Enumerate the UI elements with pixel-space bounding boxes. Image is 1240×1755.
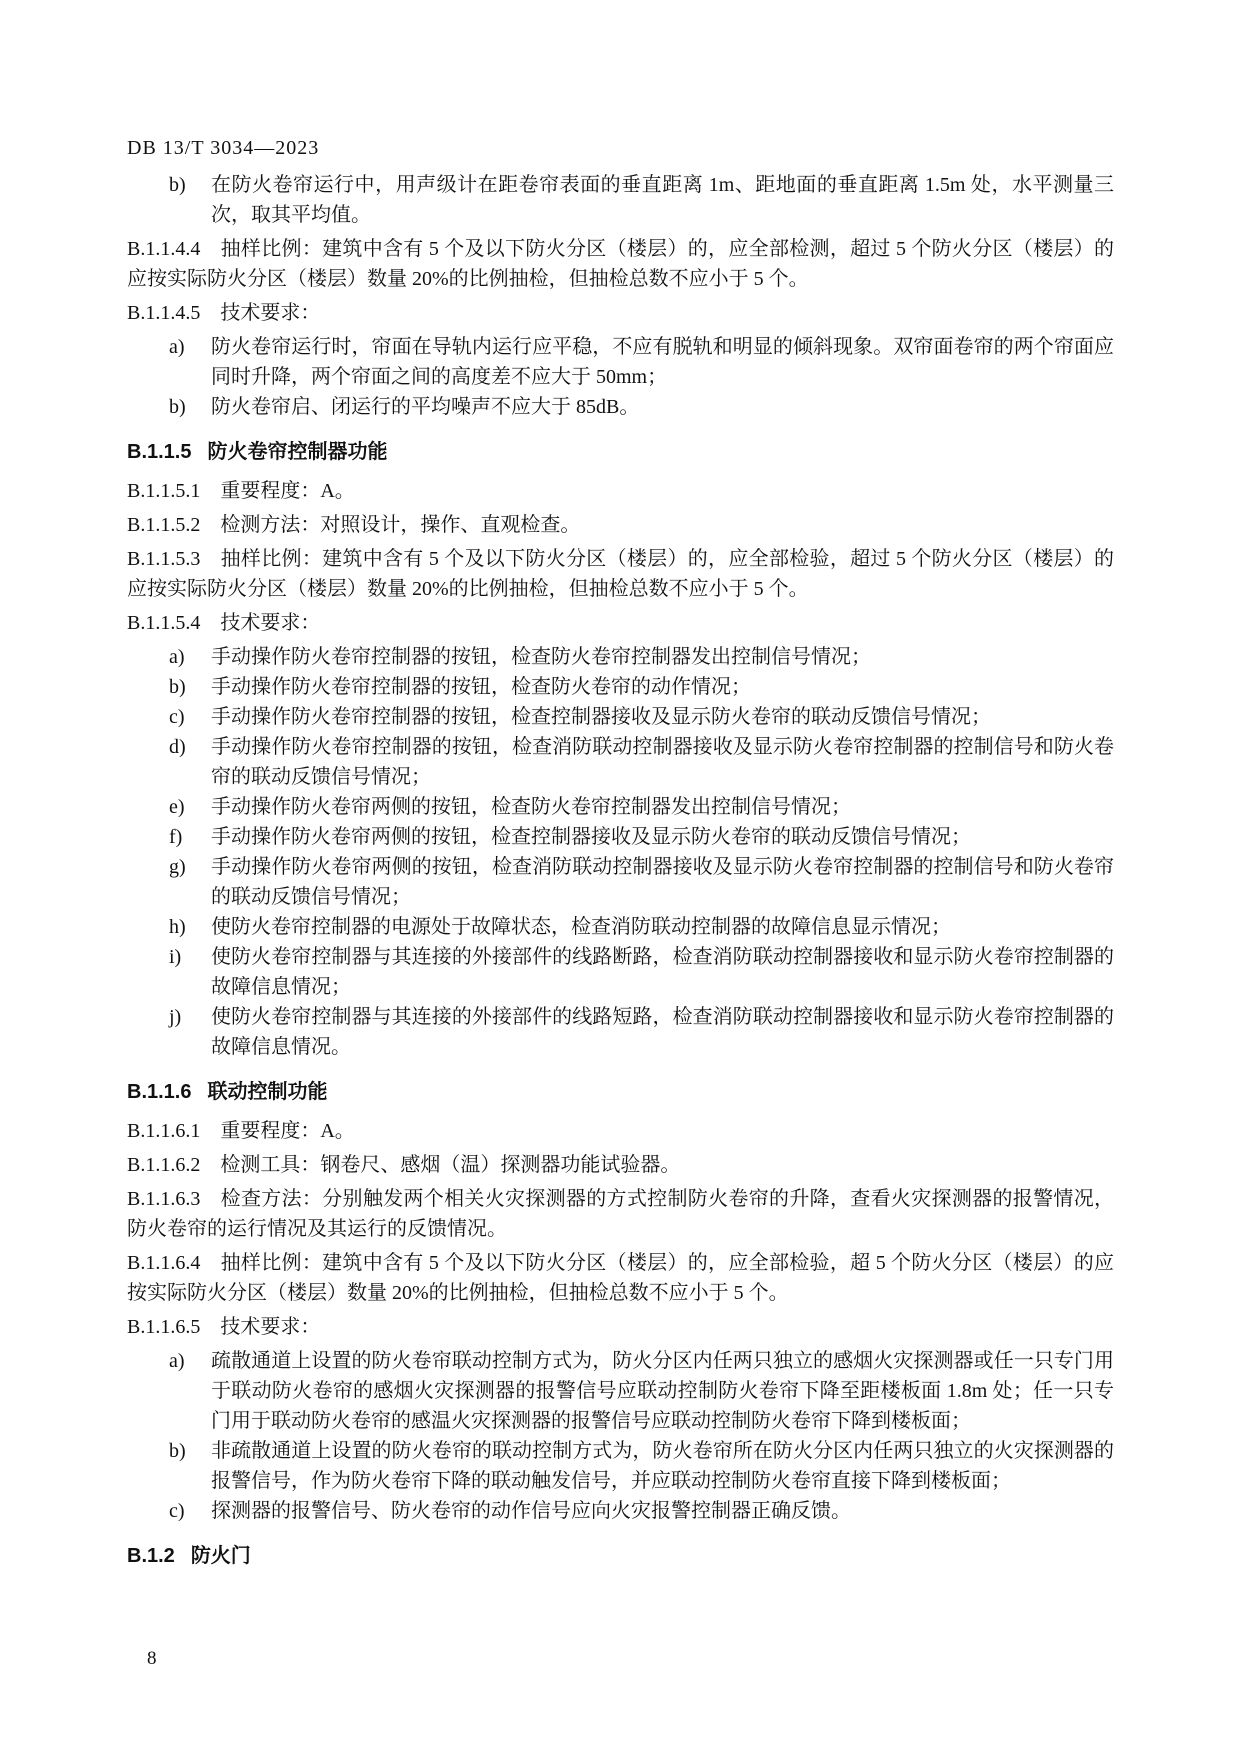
list-item-label: e): [169, 796, 185, 818]
list-item-text: 使防火卷帘控制器与其连接的外接部件的线路断路，检查消防联动控制器接收和显示防火卷帘控制器的故障信息情况；: [211, 946, 1114, 998]
list-item-a: [127, 1346, 1114, 1436]
list-item-label: c): [169, 706, 185, 728]
list-item-text: 防火卷帘运行时，帘面在导轨内运行应平稳，不应有脱轨和明显的倾斜现象。双帘面卷帘的两个帘面应同时升降，两个帘面之间的高度差不应大于 50mm；: [211, 336, 1114, 388]
list-item-text: 非疏散通道上设置的防火卷帘的联动控制方式为，防火卷帘所在防火分区内任两只独立的火灾探测器的报警信号，作为防火卷帘下降的联动触发信号，并应联动控制防火卷帘直接下降到楼板面；: [211, 1440, 1114, 1492]
clause-text: 抽样比例：建筑中含有 5 个及以下防火分区（楼层）的，应全部检测，超过 5 个防火分区（楼层）的应按实际防火分区（楼层）数量 20%的比例抽检，但抽检总数不应小于 5 个。: [127, 238, 1114, 290]
list-item-text: 在防火卷帘运行中，用声级计在距卷帘表面的垂直距离 1m、距地面的垂直距离 1.5m 处，水平测量三次，取其平均值。: [211, 174, 1114, 226]
clause-b1144: [127, 234, 1114, 294]
clause-b1164: [127, 1248, 1114, 1308]
doc-code: DB 13/T 3034—2023: [127, 137, 320, 159]
clause-b1165: [127, 1312, 1114, 1342]
list-item-text: 手动操作防火卷帘两侧的按钮，检查防火卷帘控制器发出控制信号情况；: [211, 796, 851, 818]
page-number: 8: [147, 1648, 157, 1669]
list-item-b: [127, 672, 1114, 702]
list-item-text: 手动操作防火卷帘控制器的按钮，检查控制器接收及显示防火卷帘的联动反馈信号情况；: [211, 706, 991, 728]
clause-b1152: [127, 510, 1114, 540]
clause-number: B.1.1.5.4: [127, 612, 201, 634]
list-item-label: b): [169, 174, 186, 196]
list-item-label: b): [169, 396, 186, 418]
clause-b1163: [127, 1184, 1114, 1244]
list-item-h: [127, 912, 1114, 942]
clause-number: B.1.1.4.5: [127, 302, 201, 324]
clause-b1161: [127, 1116, 1114, 1146]
list-item-text: 使防火卷帘控制器与其连接的外接部件的线路短路，检查消防联动控制器接收和显示防火卷帘控制器的故障信息情况。: [211, 1006, 1114, 1058]
list-item-label: a): [169, 336, 185, 358]
clause-number: B.1.1.5.3: [127, 548, 201, 570]
list-item-label: i): [169, 946, 182, 968]
section-heading-b115: [127, 437, 1114, 467]
list-item-text: 手动操作防火卷帘控制器的按钮，检查消防联动控制器接收及显示防火卷帘控制器的控制信号和防火卷帘的联动反馈信号情况；: [211, 736, 1114, 788]
section-heading-b116: [127, 1077, 1114, 1107]
list-item-text: 手动操作防火卷帘两侧的按钮，检查控制器接收及显示防火卷帘的联动反馈信号情况；: [211, 826, 971, 848]
list-item-e: [127, 792, 1114, 822]
list-item-label: h): [169, 916, 186, 938]
list-item-c: [127, 702, 1114, 732]
list-item-i: [127, 942, 1114, 1002]
list-item-a: [127, 642, 1114, 672]
clause-number: B.1.1.6.1: [127, 1120, 201, 1142]
list-item-g: [127, 852, 1114, 912]
list-item-j: [127, 1002, 1114, 1062]
clause-text: 技术要求：: [220, 612, 321, 634]
list-item-text: 手动操作防火卷帘两侧的按钮，检查消防联动控制器接收及显示防火卷帘控制器的控制信号和防火卷帘的联动反馈信号情况；: [211, 856, 1114, 908]
heading-number: B.1.2: [127, 1545, 175, 1567]
list-item-label: b): [169, 676, 186, 698]
list-item-label: a): [169, 1350, 185, 1372]
list-item-c: [127, 1496, 1114, 1526]
clause-number: B.1.1.6.2: [127, 1154, 201, 1176]
heading-title: 联动控制功能: [207, 1081, 328, 1103]
heading-title: 防火卷帘控制器功能: [207, 441, 388, 463]
clause-b1154: [127, 608, 1114, 638]
clause-b1153: [127, 544, 1114, 604]
heading-number: B.1.1.5: [127, 441, 192, 463]
list-item-label: d): [169, 736, 186, 758]
clause-b1162: [127, 1150, 1114, 1180]
clause-text: 重要程度：A。: [220, 480, 355, 502]
heading-number: B.1.1.6: [127, 1081, 192, 1103]
list-item-text: 手动操作防火卷帘控制器的按钮，检查防火卷帘控制器发出控制信号情况；: [211, 646, 871, 668]
list-item-label: g): [169, 856, 186, 878]
list-item-label: c): [169, 1500, 185, 1522]
list-item-label: f): [169, 826, 183, 848]
clause-number: B.1.1.5.1: [127, 480, 201, 502]
clause-text: 检查方法：分别触发两个相关火灾探测器的方式控制防火卷帘的升降，查看火灾探测器的报警情况，防火卷帘的运行情况及其运行的反馈情况。: [127, 1188, 1114, 1240]
clause-number: B.1.1.4.4: [127, 238, 201, 260]
clause-number: B.1.1.5.2: [127, 514, 201, 536]
clause-number: B.1.1.6.4: [127, 1252, 201, 1274]
list-item-a: [127, 332, 1114, 392]
list-item-f: [127, 822, 1114, 852]
list-item-text: 手动操作防火卷帘控制器的按钮，检查防火卷帘的动作情况；: [211, 676, 751, 698]
list-item-d: [127, 732, 1114, 792]
clause-b1145: [127, 298, 1114, 328]
list-item-b: [127, 170, 1114, 230]
list-item-text: 探测器的报警信号、防火卷帘的动作信号应向火灾报警控制器正确反馈。: [211, 1500, 851, 1522]
list-item-label: j): [169, 1006, 182, 1028]
section-heading-b12: [127, 1541, 1114, 1571]
list-item-b: [127, 1436, 1114, 1496]
list-item-text: 疏散通道上设置的防火卷帘联动控制方式为，防火分区内任两只独立的感烟火灾探测器或任一只专门用于联动防火卷帘的感烟火灾探测器的报警信号应联动控制防火卷帘下降至距楼板面 1.8m 处；任一只专门用于联动防火卷帘的感温火灾探测器的报警信号应联动控制防火卷帘下降到楼板面；: [211, 1350, 1114, 1432]
clause-text: 技术要求：: [220, 302, 321, 324]
list-item-label: b): [169, 1440, 186, 1462]
clause-text: 检测方法：对照设计，操作、直观检查。: [220, 514, 581, 536]
clause-text: 抽样比例：建筑中含有 5 个及以下防火分区（楼层）的，应全部检验，超 5 个防火分区（楼层）的应按实际防火分区（楼层）数量 20%的比例抽检，但抽检总数不应小于 5 个。: [127, 1252, 1114, 1304]
clause-text: 检测工具：钢卷尺、感烟（温）探测器功能试验器。: [220, 1154, 681, 1176]
clause-text: 抽样比例：建筑中含有 5 个及以下防火分区（楼层）的，应全部检验，超过 5 个防火分区（楼层）的应按实际防火分区（楼层）数量 20%的比例抽检，但抽检总数不应小于 5 个。: [127, 548, 1114, 600]
heading-title: 防火门: [190, 1545, 251, 1567]
clause-number: B.1.1.6.5: [127, 1316, 201, 1338]
clause-b1151: [127, 476, 1114, 506]
clause-text: 技术要求：: [220, 1316, 321, 1338]
list-item-text: 防火卷帘启、闭运行的平均噪声不应大于 85dB。: [211, 396, 640, 418]
list-item-b: [127, 392, 1114, 422]
document-body: [127, 170, 1114, 1580]
list-item-text: 使防火卷帘控制器的电源处于故障状态，检查消防联动控制器的故障信息显示情况；: [211, 916, 951, 938]
list-item-label: a): [169, 646, 185, 668]
clause-text: 重要程度：A。: [220, 1120, 355, 1142]
clause-number: B.1.1.6.3: [127, 1188, 201, 1210]
